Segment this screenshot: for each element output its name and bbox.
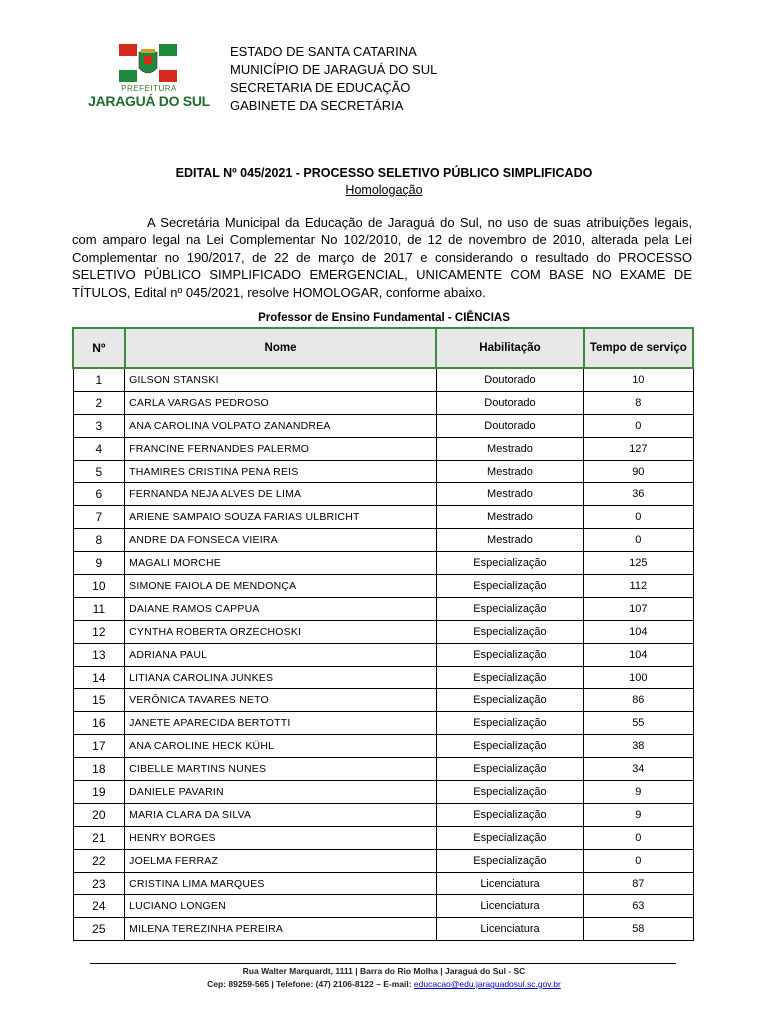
table-row — [73, 918, 693, 941]
row-tempo: 104 — [584, 643, 693, 666]
row-tempo: 63 — [584, 895, 693, 918]
row-nome: CARLA VARGAS PEDROSO — [125, 391, 437, 414]
row-num: 14 — [73, 666, 125, 689]
table-row — [73, 781, 693, 804]
row-habilitacao: Especialização — [436, 552, 583, 575]
row-num: 25 — [73, 918, 125, 941]
letterhead-state: ESTADO DE SANTA CATARINA — [230, 44, 417, 59]
row-habilitacao: Licenciatura — [436, 895, 583, 918]
row-tempo: 10 — [584, 368, 693, 391]
row-habilitacao: Especialização — [436, 620, 583, 643]
row-tempo: 58 — [584, 918, 693, 941]
row-nome: FERNANDA NEJA ALVES DE LIMA — [125, 483, 437, 506]
row-habilitacao: Especialização — [436, 758, 583, 781]
row-num: 22 — [73, 849, 125, 872]
row-habilitacao: Doutorado — [436, 414, 583, 437]
body-paragraph: A Secretária Municipal da Educação de Jaraguá do Sul, no uso de suas atribuições legais, com amparo legal na Lei Complementar No 102/2010, de 12 de novembro de 2010, alterada pela Lei Complementar no 190/2017, de 22 de março de 2017 e considerando o resultado do PROCESSO SELETIVO PÚBLICO SIMPLIFICADO EMERGENCIAL, UNICAMENTE COM BASE NO EXAME DE TÍTULOS, Edital nº 045/2021, resolve HOMOLOGAR, conforme abaixo. — [72, 215, 692, 300]
row-num: 19 — [73, 781, 125, 804]
logo-prefeitura-text: PREFEITURA — [121, 84, 177, 93]
table-row — [73, 849, 693, 872]
prefeitura-logo — [86, 44, 212, 112]
row-tempo: 36 — [584, 483, 693, 506]
row-habilitacao: Especialização — [436, 643, 583, 666]
row-habilitacao: Especialização — [436, 849, 583, 872]
row-num: 7 — [73, 506, 125, 529]
table-row — [73, 368, 693, 391]
table-header-row — [73, 328, 693, 368]
row-tempo: 86 — [584, 689, 693, 712]
row-habilitacao: Especialização — [436, 735, 583, 758]
footer-contact — [0, 979, 768, 989]
table-row — [73, 712, 693, 735]
row-tempo: 9 — [584, 781, 693, 804]
row-nome: MILENA TEREZINHA PEREIRA — [125, 918, 437, 941]
header-nome: Nome — [125, 328, 437, 368]
row-tempo: 90 — [584, 460, 693, 483]
row-nome: DANIELE PAVARIN — [125, 781, 437, 804]
row-num: 24 — [73, 895, 125, 918]
row-num: 11 — [73, 597, 125, 620]
row-num: 4 — [73, 437, 125, 460]
row-nome: JANETE APARECIDA BERTOTTI — [125, 712, 437, 735]
table-row — [73, 506, 693, 529]
row-num: 18 — [73, 758, 125, 781]
row-nome: HENRY BORGES — [125, 826, 437, 849]
table-row — [73, 483, 693, 506]
footer-divider — [90, 963, 676, 964]
footer-address: Rua Walter Marquardt, 1111 | Barra do Rio Molha | Jaraguá do Sul - SC — [242, 966, 526, 976]
table-row — [73, 597, 693, 620]
row-habilitacao: Especialização — [436, 781, 583, 804]
row-tempo: 125 — [584, 552, 693, 575]
row-tempo: 0 — [584, 826, 693, 849]
table-title: Professor de Ensino Fundamental - CIÊNCIAS — [258, 312, 510, 324]
row-num: 23 — [73, 872, 125, 895]
row-habilitacao: Doutorado — [436, 391, 583, 414]
row-habilitacao: Especialização — [436, 597, 583, 620]
row-nome: JOELMA FERRAZ — [125, 849, 437, 872]
row-nome: VERÔNICA TAVARES NETO — [125, 689, 437, 712]
row-habilitacao: Mestrado — [436, 529, 583, 552]
table-row — [73, 643, 693, 666]
row-habilitacao: Doutorado — [436, 368, 583, 391]
row-nome: FRANCINE FERNANDES PALERMO — [125, 437, 437, 460]
table-body — [73, 368, 693, 941]
row-nome: LUCIANO LONGEN — [125, 895, 437, 918]
row-nome: MAGALI MORCHE — [125, 552, 437, 575]
row-habilitacao: Licenciatura — [436, 918, 583, 941]
row-nome: DAIANE RAMOS CAPPUA — [125, 597, 437, 620]
document-subtitle: Homologação — [345, 183, 423, 197]
row-nome: MARIA CLARA DA SILVA — [125, 803, 437, 826]
row-nome: ARIENE SAMPAIO SOUZA FARIAS ULBRICHT — [125, 506, 437, 529]
row-tempo: 55 — [584, 712, 693, 735]
row-num: 3 — [73, 414, 125, 437]
row-num: 16 — [73, 712, 125, 735]
row-tempo: 0 — [584, 506, 693, 529]
row-tempo: 9 — [584, 803, 693, 826]
row-tempo: 112 — [584, 575, 693, 598]
table-row — [73, 689, 693, 712]
row-tempo: 0 — [584, 849, 693, 872]
footer-email-link[interactable]: educacao@edu.jaraguadosul.sc.gov.br — [413, 979, 561, 989]
row-tempo: 100 — [584, 666, 693, 689]
row-num: 1 — [73, 368, 125, 391]
results-table — [72, 327, 694, 941]
row-tempo: 34 — [584, 758, 693, 781]
row-tempo: 38 — [584, 735, 693, 758]
header-num: Nº — [73, 328, 125, 368]
row-nome: ANDRE DA FONSECA VIEIRA — [125, 529, 437, 552]
row-nome: LITIANA CAROLINA JUNKES — [125, 666, 437, 689]
table-row — [73, 460, 693, 483]
row-habilitacao: Mestrado — [436, 437, 583, 460]
table-row — [73, 437, 693, 460]
row-habilitacao: Licenciatura — [436, 872, 583, 895]
table-row — [73, 414, 693, 437]
table-row — [73, 529, 693, 552]
table-row — [73, 575, 693, 598]
row-num: 10 — [73, 575, 125, 598]
row-tempo: 87 — [584, 872, 693, 895]
row-habilitacao: Especialização — [436, 826, 583, 849]
logo-city-name: JARAGUÁ DO SUL — [88, 93, 210, 109]
row-habilitacao: Especialização — [436, 689, 583, 712]
row-nome: CRISTINA LIMA MARQUES — [125, 872, 437, 895]
table-row — [73, 758, 693, 781]
row-num: 5 — [73, 460, 125, 483]
row-nome: SIMONE FAIOLA DE MENDONÇA — [125, 575, 437, 598]
row-num: 17 — [73, 735, 125, 758]
row-nome: ANA CAROLINA VOLPATO ZANANDREA — [125, 414, 437, 437]
row-habilitacao: Mestrado — [436, 483, 583, 506]
table-row — [73, 620, 693, 643]
row-num: 20 — [73, 803, 125, 826]
row-tempo: 0 — [584, 529, 693, 552]
table-row — [73, 666, 693, 689]
row-num: 2 — [73, 391, 125, 414]
document-title: EDITAL Nº 045/2021 - PROCESSO SELETIVO PÚBLICO SIMPLIFICADO — [175, 166, 593, 180]
row-nome: ADRIANA PAUL — [125, 643, 437, 666]
row-num: 6 — [73, 483, 125, 506]
row-num: 12 — [73, 620, 125, 643]
row-nome: CIBELLE MARTINS NUNES — [125, 758, 437, 781]
row-habilitacao: Mestrado — [436, 460, 583, 483]
row-tempo: 107 — [584, 597, 693, 620]
letterhead-secretariat: SECRETARIA DE EDUCAÇÃO — [230, 80, 411, 95]
row-tempo: 127 — [584, 437, 693, 460]
row-habilitacao: Especialização — [436, 803, 583, 826]
table-row — [73, 803, 693, 826]
table-row — [73, 895, 693, 918]
row-tempo: 0 — [584, 414, 693, 437]
header-tempo: Tempo de serviço — [584, 328, 693, 368]
table-row — [73, 552, 693, 575]
footer-phone: Cep: 89259-565 | Telefone: (47) 2106-8122 – E-mail: — [207, 979, 414, 989]
row-tempo: 104 — [584, 620, 693, 643]
row-tempo: 8 — [584, 391, 693, 414]
row-nome: CYNTHA ROBERTA ORZECHOSKI — [125, 620, 437, 643]
row-num: 15 — [73, 689, 125, 712]
table-row — [73, 391, 693, 414]
row-num: 8 — [73, 529, 125, 552]
row-habilitacao: Especialização — [436, 712, 583, 735]
table-row — [73, 826, 693, 849]
row-habilitacao: Especialização — [436, 666, 583, 689]
letterhead-office: GABINETE DA SECRETÁRIA — [230, 98, 404, 113]
row-nome: ANA CAROLINE HECK KÜHL — [125, 735, 437, 758]
row-nome: GILSON STANSKI — [125, 368, 437, 391]
table-row — [73, 735, 693, 758]
row-num: 13 — [73, 643, 125, 666]
row-num: 9 — [73, 552, 125, 575]
row-habilitacao: Especialização — [436, 575, 583, 598]
row-num: 21 — [73, 826, 125, 849]
table-row — [73, 872, 693, 895]
letterhead-municipality: MUNICÍPIO DE JARAGUÁ DO SUL — [230, 62, 438, 77]
row-nome: THAMIRES CRISTINA PENA REIS — [125, 460, 437, 483]
municipal-flag-icon — [119, 44, 177, 82]
letterhead — [230, 43, 437, 115]
row-habilitacao: Mestrado — [436, 506, 583, 529]
header-habilitacao: Habilitação — [436, 328, 583, 368]
